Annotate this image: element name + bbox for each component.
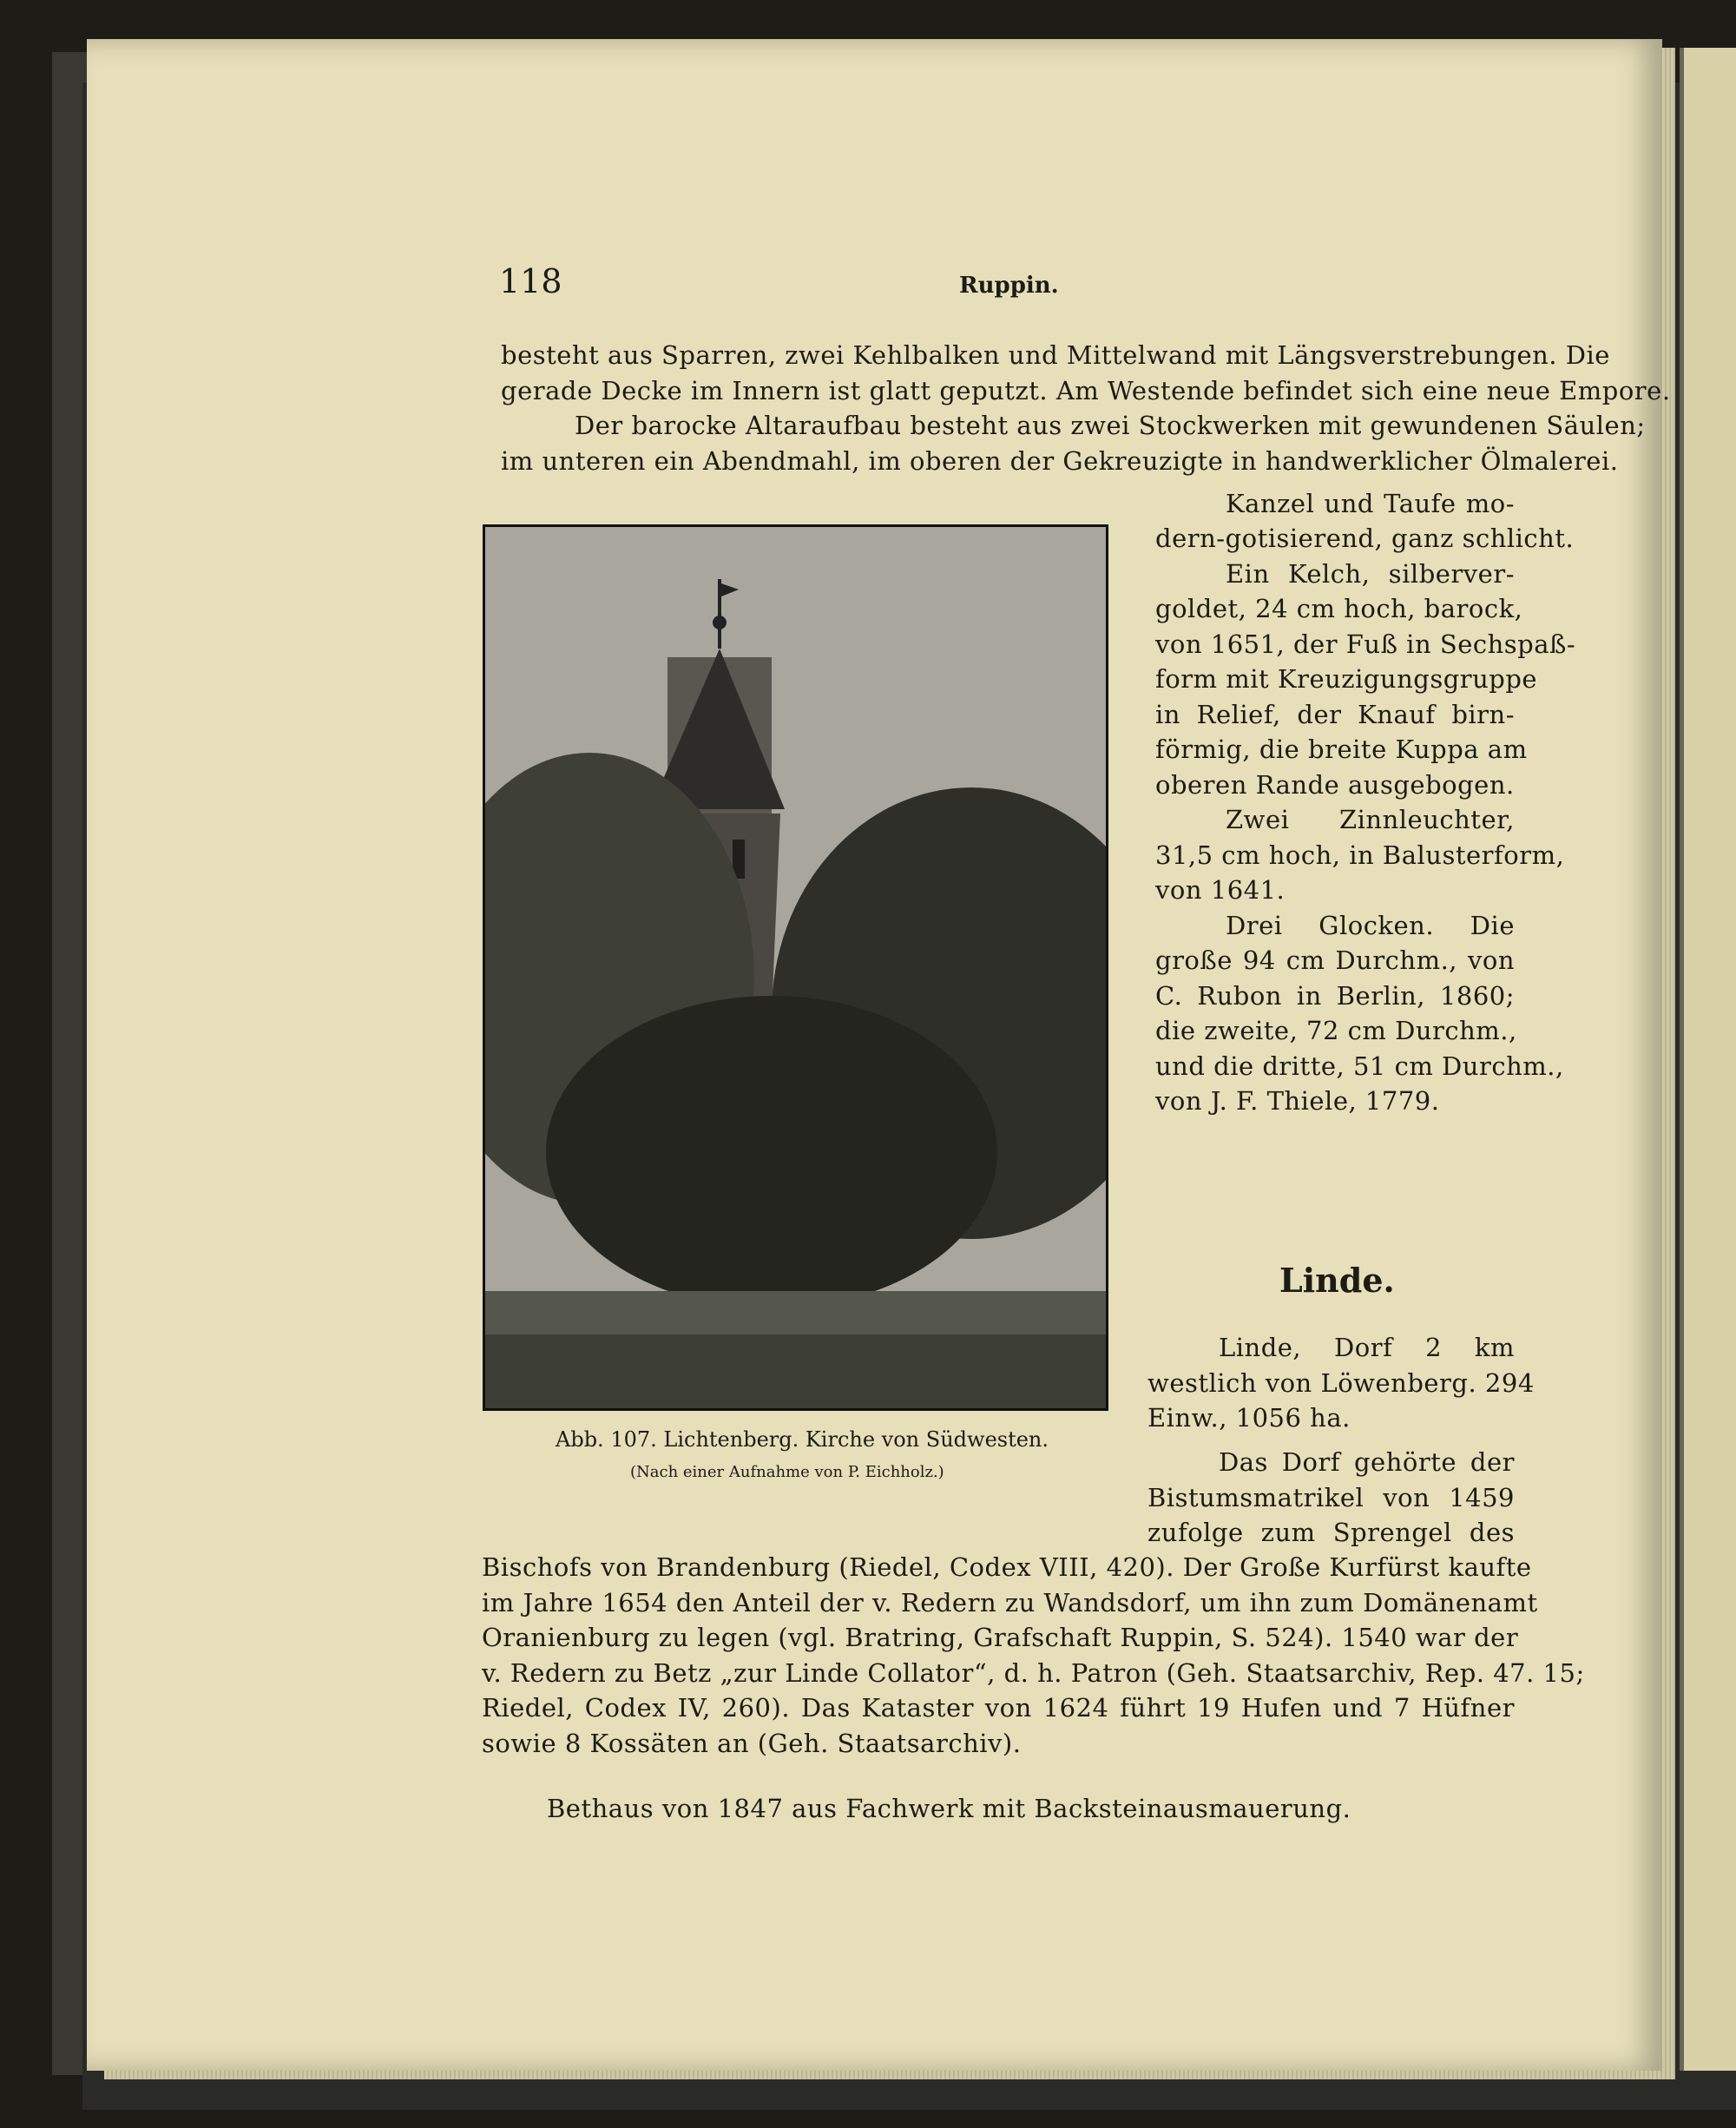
section-title: Linde. — [1279, 1261, 1395, 1300]
text-line: 31,5 cm hoch, in Balusterform, — [1155, 840, 1565, 870]
page-number: 118 — [499, 262, 562, 300]
text-line: in Relief, der Knauf birn- — [1155, 700, 1515, 729]
text-line: förmig, die breite Kuppa am — [1155, 735, 1528, 764]
text-line: Bethaus von 1847 aus Fachwerk mit Backsteinausmauerung. — [547, 1794, 1351, 1823]
text-line: besteht aus Sparren, zwei Kehlbalken und Mittelwand mit Längsverstrebungen. Die — [501, 340, 1610, 370]
text-line: von 1651, der Fuß in Sechspaß- — [1155, 629, 1576, 659]
text-line: von 1641. — [1155, 875, 1286, 905]
text-line: dern-gotisierend, ganz schlicht. — [1155, 524, 1575, 553]
text-line: Bischofs von Brandenburg (Riedel, Codex VIII, 420). Der Große Kurfürst kaufte — [482, 1552, 1532, 1582]
text-line: C. Rubon in Berlin, 1860; — [1155, 981, 1515, 1011]
text-line: zufolge zum Sprengel des — [1147, 1518, 1515, 1547]
text-line: form mit Kreuzigungsgruppe — [1155, 664, 1538, 694]
next-page-edge — [1680, 48, 1736, 2071]
text-line: Kanzel und Taufe mo- — [1226, 489, 1515, 518]
text-line: goldet, 24 cm hoch, barock, — [1155, 594, 1523, 623]
text-line: gerade Decke im Innern ist glatt geputzt. Am Westende befindet sich eine neue Empore. — [501, 376, 1671, 405]
text-line: Ein Kelch, silberver- — [1226, 559, 1515, 589]
text-line: Das Dorf gehörte der — [1219, 1447, 1515, 1477]
text-line: v. Redern zu Betz „zur Linde Collator“, d. h. Patron (Geh. Staatsarchiv, Rep. 47. 15; — [482, 1658, 1585, 1688]
text-line: und die dritte, 51 cm Durchm., — [1155, 1051, 1564, 1081]
church-photo — [483, 524, 1108, 1411]
running-title: Ruppin. — [959, 273, 1059, 299]
spire-ball — [713, 616, 727, 629]
text-line: im unteren ein Abendmahl, im oberen der Gekreuzigte in handwerklicher Ölmalerei. — [501, 446, 1619, 476]
text-line: Drei Glocken. Die — [1226, 911, 1515, 940]
text-line: sowie 8 Kossäten an (Geh. Staatsarchiv). — [482, 1729, 1022, 1758]
text-line: Linde, Dorf 2 km — [1219, 1333, 1515, 1362]
tree-front — [546, 996, 997, 1308]
figure-caption: Abb. 107. Lichtenberg. Kirche von Südwesten. — [556, 1427, 1049, 1452]
text-line: Bistumsmatrikel von 1459 — [1147, 1483, 1515, 1512]
text-line: große 94 cm Durchm., von — [1155, 945, 1515, 975]
text-line: Oranienburg zu legen (vgl. Bratring, Grafschaft Ruppin, S. 524). 1540 war der — [482, 1623, 1519, 1652]
text-line: Zwei Zinnleuchter, — [1226, 805, 1515, 834]
text-line: Der barocke Altaraufbau besteht aus zwei Stockwerken mit gewundenen Säulen; — [575, 411, 1646, 440]
text-line: oberen Rande ausgebogen. — [1155, 770, 1515, 800]
text-line: im Jahre 1654 den Anteil der v. Redern zu Wandsdorf, um ihn zum Domänenamt — [482, 1588, 1538, 1617]
ground — [485, 1334, 1106, 1408]
text-line: westlich von Löwenberg. 294 — [1147, 1368, 1535, 1398]
text-line: von J. F. Thiele, 1779. — [1155, 1086, 1440, 1116]
text-line: Einw., 1056 ha. — [1147, 1403, 1351, 1433]
text-line: die zweite, 72 cm Durchm., — [1155, 1016, 1517, 1045]
church-illustration — [485, 527, 1106, 1408]
figure-credit: (Nach einer Aufnahme von P. Eichholz.) — [630, 1463, 944, 1481]
text-line: Riedel, Codex IV, 260). Das Kataster von 1624 führt 19 Hufen und 7 Hüfner — [482, 1693, 1515, 1723]
